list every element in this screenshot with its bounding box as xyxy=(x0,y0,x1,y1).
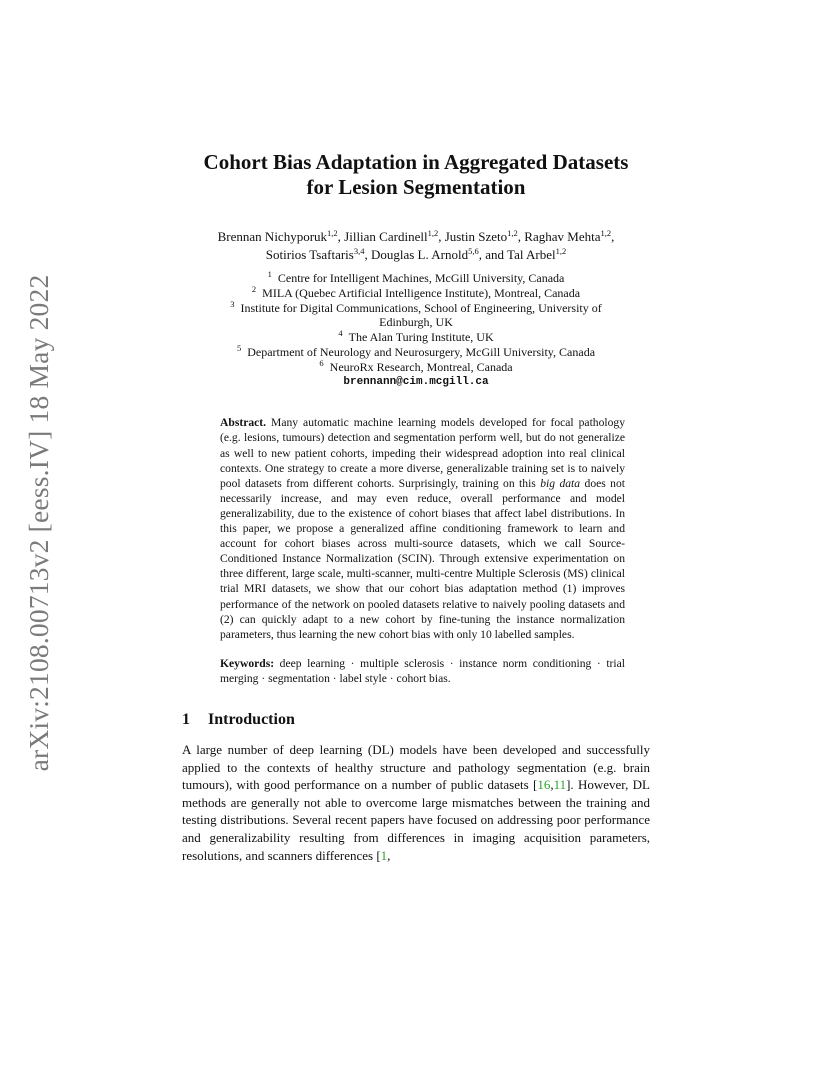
arxiv-sidebar xyxy=(19,269,59,777)
section-heading xyxy=(182,711,650,729)
affiliation-item-continued xyxy=(182,315,650,330)
title-line-2: for Lesion Segmentation xyxy=(306,175,526,199)
citation-link[interactable]: 16 xyxy=(537,777,551,793)
abstract-label: Abstract. xyxy=(220,416,267,430)
affiliation-text: MILA (Quebec Artificial Intelligence Institute), Montreal, Canada xyxy=(262,285,581,300)
citation-link[interactable]: 1 xyxy=(380,847,388,863)
author-name: Brennan Nichyporuk xyxy=(217,229,328,244)
arxiv-identifier: arXiv:2108.00713v2 [eess.IV] 18 May 2022 xyxy=(23,274,54,772)
abstract-emphasis: big data xyxy=(540,476,581,490)
citation-link[interactable]: 11 xyxy=(553,777,567,793)
affiliation-item xyxy=(182,330,650,345)
paragraph-text: A large number of deep learning (DL) models have been developed and successfully applied to the contexts of healthy structure and pathology segmentation (e.g. brain tumours), with good performance on a number of public datasets [ xyxy=(182,741,650,793)
affiliation-text: Institute for Digital Communications, School of Engineering, University of xyxy=(240,300,602,315)
affiliation-text: Department of Neurology and Neurosurgery, McGill University, Canada xyxy=(247,344,596,359)
affiliation-number: 4 xyxy=(338,328,343,339)
author-affil-marker: 1,2 xyxy=(507,228,518,238)
citation-separator: , xyxy=(550,777,554,793)
paper-title xyxy=(182,150,650,200)
affiliation-item xyxy=(182,298,650,316)
author-name: Jillian Cardinell xyxy=(344,229,428,244)
keywords xyxy=(220,656,625,686)
paragraph-text: , xyxy=(387,847,391,863)
section-number: 1 xyxy=(182,710,190,728)
author-name: Tal Arbel xyxy=(507,247,556,262)
paper-page xyxy=(182,150,650,864)
author-affil-marker: 1,2 xyxy=(600,228,612,238)
author-name: Raghav Mehta xyxy=(524,229,601,244)
author-connector: and xyxy=(485,247,505,262)
author-affil-marker: 1,2 xyxy=(555,246,567,256)
affiliation-item xyxy=(182,283,650,301)
author-list: Brennan Nichyporuk$^{1,2}$, Jillian Cardinell$^{1,2}$, Justin Szeto$^{1,2}$, Raghav Mehta$^{1,2}$, Sotirios Tsaftaris$^{3,4}$, Douglas L. Arnold$^{5,6}$, and Tal Arbel$^{1,2}$ xyxy=(217,228,615,262)
affiliation-number: 2 xyxy=(251,283,257,294)
author-affil-marker: 1,2 xyxy=(427,228,439,238)
abstract xyxy=(220,415,625,641)
affiliation-item xyxy=(182,357,650,375)
abstract-text-continued: does not necessarily increase, and may even reduce, overall performance and model generalizability, due to the existence of cohort biases that affect label distributions. In this paper, we propose a generalized affine conditioning framework to learn and account for cohort biases across multi-source datasets, which we call Source-Conditioned Instance Normalization (SCIN). Through extensive experimentation on three different, large scale, multi-scanner, multi-centre Multiple Sclerosis (MS) clinical trial MRI datasets, we show that our cohort bias adaptation method (1) improves performance of the network on pooled datasets relative to naively pooling datasets and (2) can quickly adapt to a new cohort by fine-tuning the instance normalization parameters, thus learning the new cohort bias with only 10 labelled samples. xyxy=(220,476,625,641)
contact-email[interactable]: brennann@cim.mcgill.ca xyxy=(343,375,489,388)
author-name: Sotirios Tsaftaris xyxy=(265,247,354,262)
keywords-text: deep learning · multiple sclerosis · instance norm conditioning · trial merging · segmentation · label style · cohort bias. xyxy=(220,656,625,685)
affiliation-item xyxy=(182,342,650,360)
affiliation-number: 6 xyxy=(319,357,324,368)
abstract-text: Many automatic machine learning models developed for focal pathology (e.g. lesions, tumours) detection and segmentation perform well, but do not generalize as well to new patient cohorts, impeding their widespread adoption into real clinical contexts. One strategy to create a more diverse, generalizable training set is to naively pool datasets from different cohorts. Surprisingly, training on this xyxy=(220,416,625,490)
affiliation-list xyxy=(182,271,650,389)
author-name: Justin Szeto xyxy=(444,229,508,244)
author-affil-marker: 1,2 xyxy=(327,228,338,238)
affiliation-text: The Alan Turing Institute, UK xyxy=(348,330,494,345)
affiliation-number: 1 xyxy=(267,269,272,279)
author-affil-marker: 3,4 xyxy=(353,246,365,256)
affiliation-text: Edinburgh, UK xyxy=(379,315,453,330)
paragraph-text: ]. However, DL methods are generally not able to overcome large mismatches between the training and testing distributions. Several recent papers have focused on addressing poor performance and generalizability resulting from differences in imaging acquisition parameters, resolutions, and scanners differences [ xyxy=(182,777,650,863)
affiliation-number: 3 xyxy=(230,298,235,309)
introduction-paragraph xyxy=(182,741,650,864)
section-title: Introduction xyxy=(208,710,295,728)
title-line-1: Cohort Bias Adaptation in Aggregated Datasets xyxy=(203,150,629,174)
keywords-label: Keywords: xyxy=(220,656,275,670)
author-affil-marker: 5,6 xyxy=(468,246,479,256)
affiliation-number: 5 xyxy=(236,342,242,353)
affiliation-text: NeuroRx Research, Montreal, Canada xyxy=(329,359,513,374)
affiliation-text: Centre for Intelligent Machines, McGill University, Canada xyxy=(277,271,565,285)
author-name: Douglas L. Arnold xyxy=(370,247,469,262)
